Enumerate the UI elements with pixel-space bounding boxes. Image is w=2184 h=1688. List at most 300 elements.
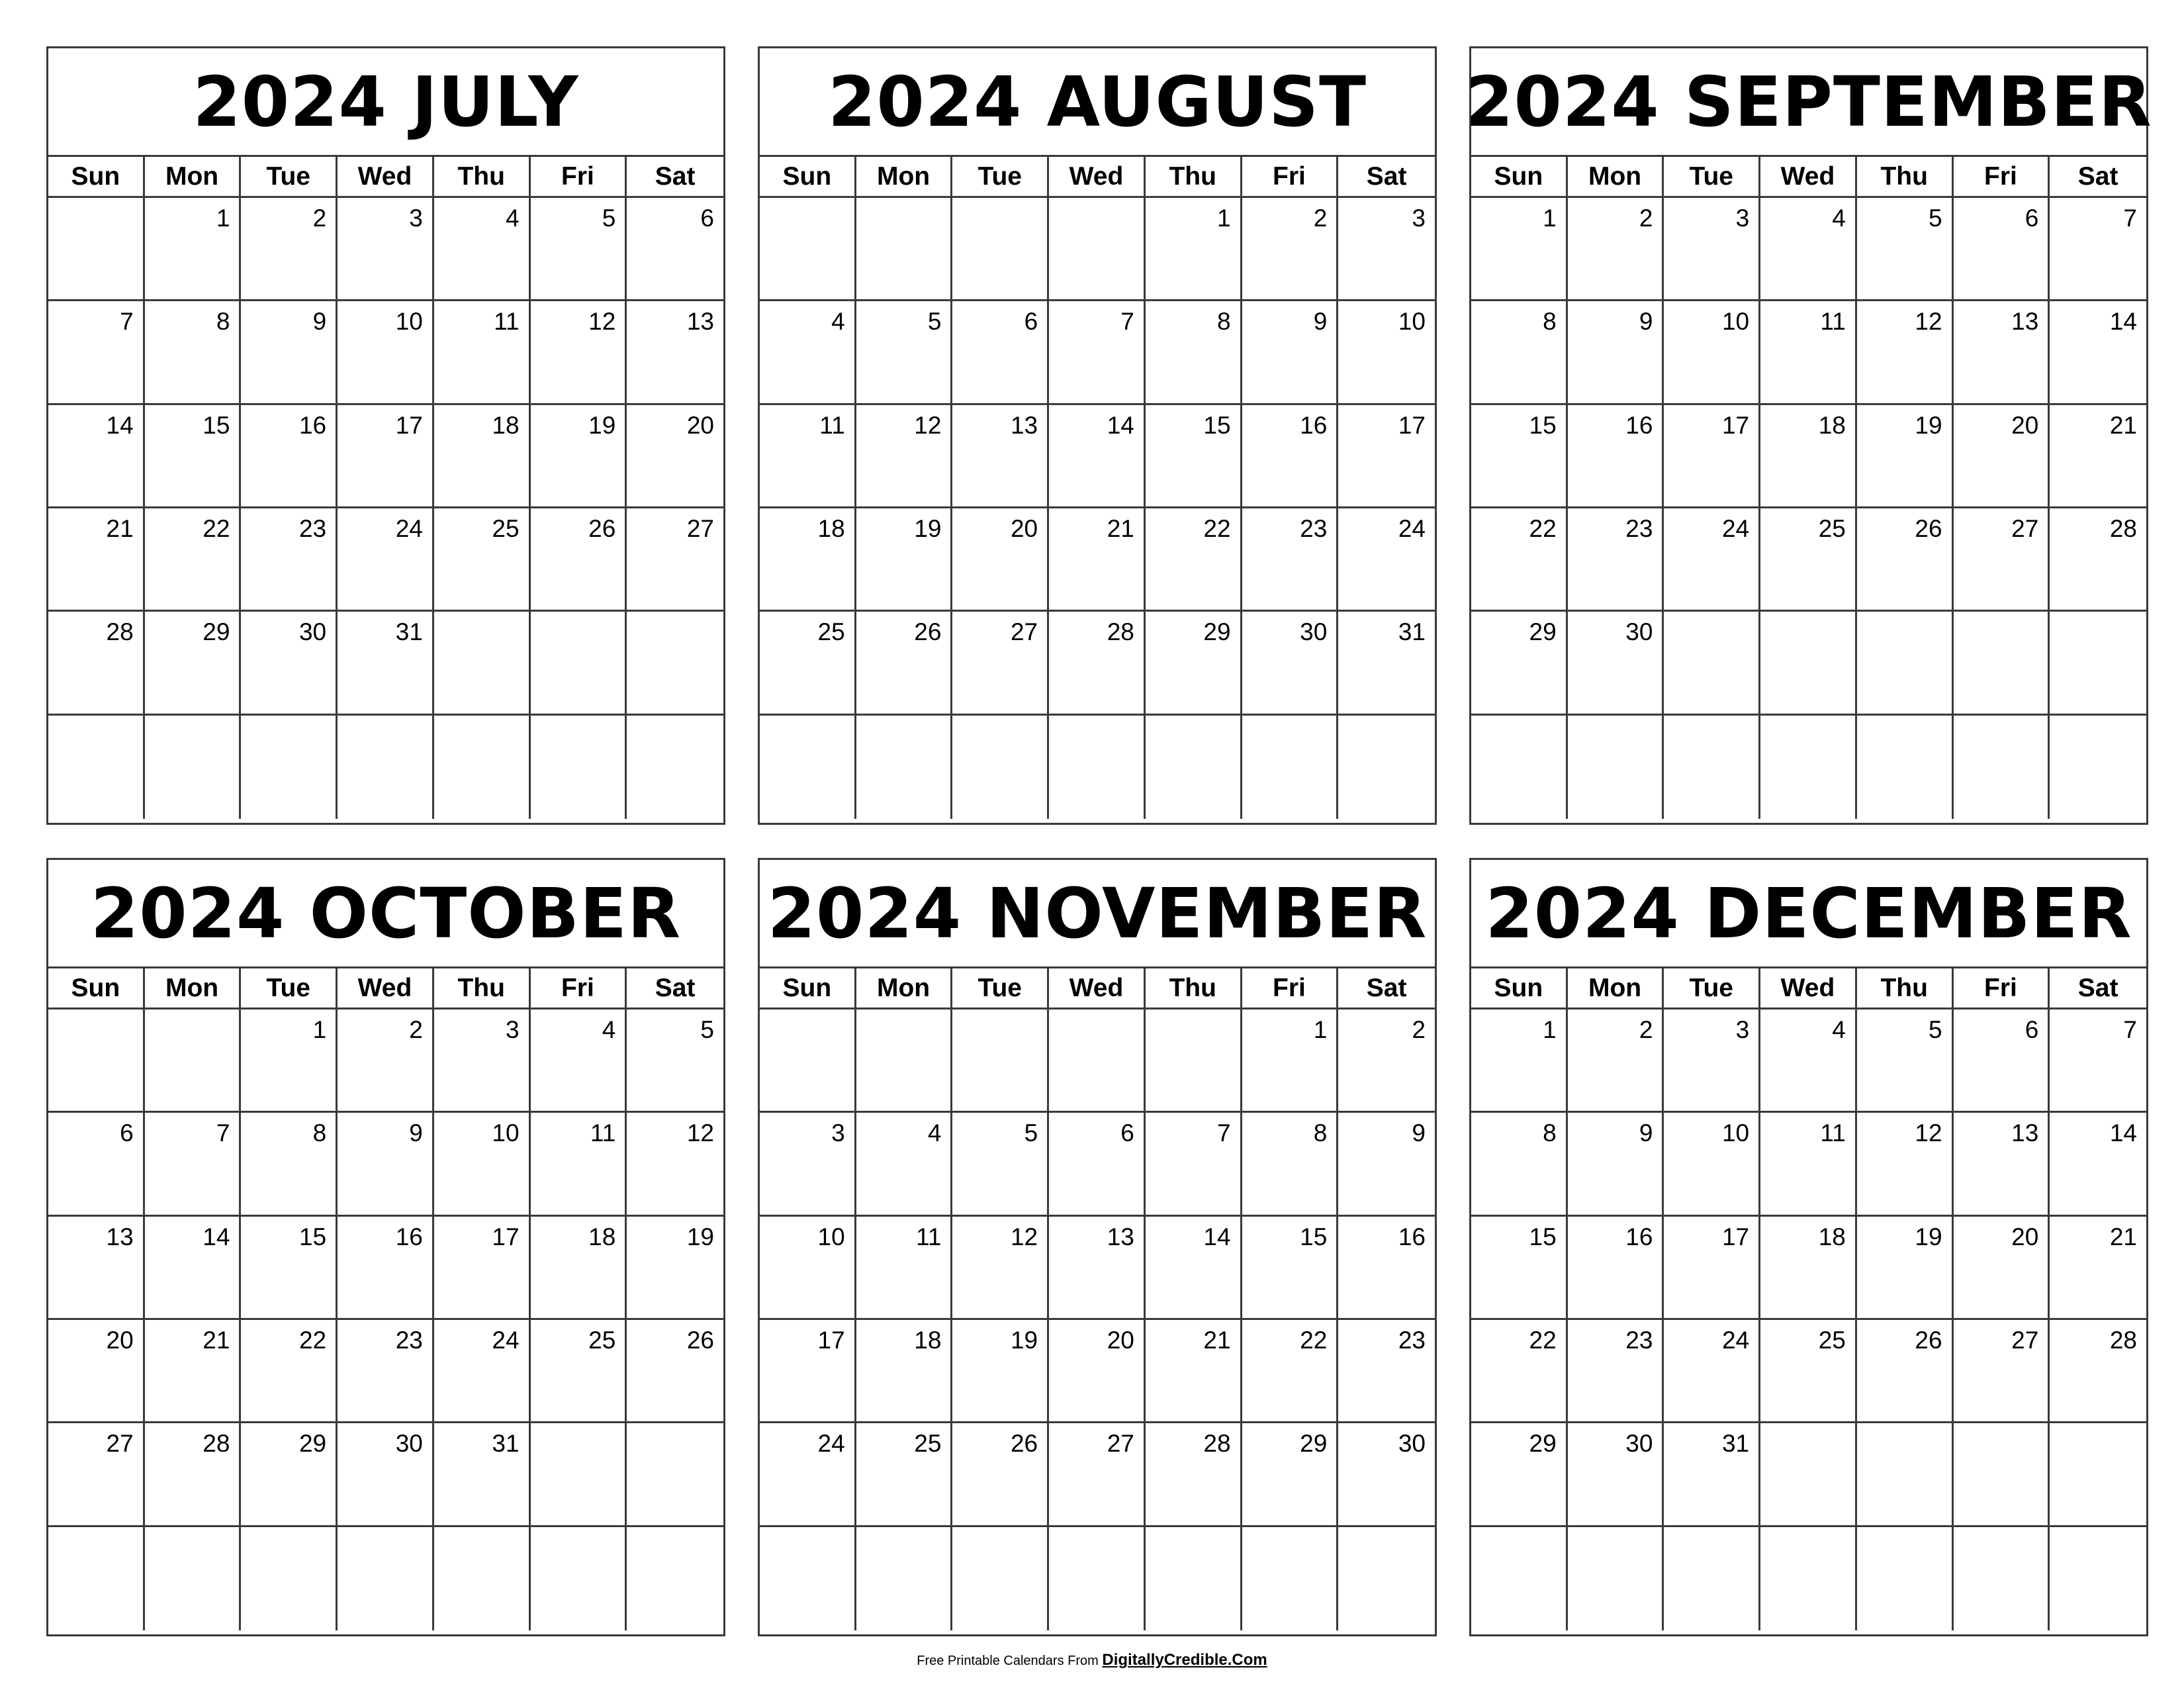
day-number: 13 — [106, 1223, 134, 1250]
day-cell — [760, 508, 856, 612]
day-cell — [434, 198, 531, 301]
day-cell — [434, 405, 531, 508]
day-number: 14 — [106, 411, 134, 439]
day-number: 20 — [686, 411, 714, 439]
day-number: 31 — [492, 1430, 520, 1458]
weekday-header: Fri — [531, 157, 627, 196]
day-cell — [627, 612, 723, 715]
day-cell — [1049, 1009, 1146, 1113]
weekday-header: Tue — [952, 157, 1049, 196]
day-cell — [338, 301, 434, 404]
day-cell — [1568, 1527, 1664, 1630]
day-number: 26 — [686, 1326, 714, 1354]
day-cell — [434, 1009, 531, 1113]
day-cell — [1049, 1527, 1146, 1630]
day-cell — [338, 1113, 434, 1216]
weekday-header-row — [48, 968, 723, 1009]
day-number: 18 — [588, 1223, 616, 1250]
day-number: 25 — [914, 1430, 942, 1458]
day-number: 26 — [1915, 514, 1942, 542]
month-calendar — [758, 46, 1437, 825]
day-cell — [1760, 1009, 1857, 1113]
day-number: 7 — [216, 1119, 230, 1147]
day-number: 31 — [1398, 618, 1426, 646]
day-cell — [48, 198, 145, 301]
day-cell — [48, 1423, 145, 1526]
day-cell — [1338, 1320, 1435, 1423]
day-cell — [1760, 1217, 1857, 1320]
day-cell — [1471, 301, 1568, 404]
weekday-header: Tue — [1664, 157, 1760, 196]
day-number: 4 — [602, 1016, 616, 1043]
footer-site-link[interactable]: DigitallyCredible.Com — [1102, 1651, 1267, 1669]
day-number: 30 — [1625, 618, 1653, 646]
day-cell — [2050, 1113, 2146, 1216]
day-number: 16 — [1625, 411, 1653, 439]
day-cell — [1954, 301, 2050, 404]
day-grid — [1471, 198, 2146, 819]
day-number: 22 — [1203, 514, 1231, 542]
day-cell — [1664, 612, 1760, 715]
day-number: 15 — [1300, 1223, 1328, 1250]
day-number: 2 — [409, 1016, 423, 1043]
day-cell — [338, 612, 434, 715]
weekday-header: Thu — [1146, 968, 1242, 1008]
day-number: 25 — [1818, 1326, 1846, 1354]
day-cell — [856, 1217, 953, 1320]
day-number: 22 — [1529, 514, 1557, 542]
weekday-header: Tue — [241, 968, 338, 1008]
day-number: 7 — [2123, 205, 2137, 232]
day-cell — [1760, 612, 1857, 715]
day-cell — [2050, 405, 2146, 508]
day-cell — [48, 612, 145, 715]
day-cell — [1471, 405, 1568, 508]
weekday-header: Sat — [655, 973, 696, 1002]
month-title: 2024 SEPTEMBER — [1471, 48, 2146, 157]
day-number: 21 — [203, 1326, 230, 1354]
day-number: 2 — [1412, 1016, 1426, 1043]
day-number: 11 — [590, 1119, 616, 1147]
day-number: 9 — [1313, 308, 1328, 336]
day-cell — [1049, 716, 1146, 819]
weekday-header: Mon — [1568, 968, 1664, 1008]
day-cell — [1857, 612, 1954, 715]
day-cell — [856, 612, 953, 715]
weekday-header: Mon — [856, 968, 953, 1008]
day-cell — [952, 1320, 1049, 1423]
day-cell — [48, 1527, 145, 1630]
day-number: 1 — [1313, 1016, 1328, 1043]
day-cell — [145, 1113, 242, 1216]
day-cell — [2050, 612, 2146, 715]
day-cell — [1857, 1217, 1954, 1320]
day-cell — [241, 716, 338, 819]
day-cell — [1568, 612, 1664, 715]
day-number: 3 — [831, 1119, 845, 1147]
day-cell — [338, 198, 434, 301]
day-cell — [145, 1527, 242, 1630]
day-cell — [1242, 1009, 1339, 1113]
day-cell — [145, 198, 242, 301]
day-number: 5 — [1024, 1119, 1038, 1147]
day-cell — [1664, 1217, 1760, 1320]
day-number: 17 — [492, 1223, 520, 1250]
day-number: 19 — [588, 411, 616, 439]
day-cell — [1242, 1527, 1339, 1630]
day-number: 27 — [686, 514, 714, 542]
day-cell — [1664, 301, 1760, 404]
day-cell — [434, 1113, 531, 1216]
day-cell — [856, 716, 953, 819]
day-number: 22 — [1529, 1326, 1557, 1354]
day-number: 8 — [1216, 308, 1231, 336]
day-cell — [952, 405, 1049, 508]
day-cell — [241, 198, 338, 301]
day-cell — [1338, 1113, 1435, 1216]
day-cell — [1471, 1423, 1568, 1526]
day-cell — [1338, 301, 1435, 404]
day-number: 4 — [1832, 205, 1846, 232]
day-cell — [1954, 1423, 2050, 1526]
day-cell — [531, 716, 627, 819]
day-number: 3 — [1412, 205, 1426, 232]
weekday-header: Thu — [434, 157, 531, 196]
day-cell — [952, 508, 1049, 612]
footer-prefix: Free Printable Calendars From — [917, 1654, 1099, 1668]
day-number: 12 — [686, 1119, 714, 1147]
day-cell — [531, 1009, 627, 1113]
day-number: 19 — [686, 1223, 714, 1250]
day-cell — [760, 405, 856, 508]
day-number: 13 — [1010, 411, 1038, 439]
day-cell — [338, 1320, 434, 1423]
day-cell — [1760, 1527, 1857, 1630]
day-number: 23 — [1398, 1326, 1426, 1354]
day-number: 1 — [1216, 205, 1231, 232]
weekday-header: Thu — [1146, 157, 1242, 196]
day-cell — [1146, 198, 1242, 301]
day-cell — [952, 301, 1049, 404]
day-cell — [2050, 1320, 2146, 1423]
day-number: 11 — [819, 411, 845, 439]
weekday-header: Thu — [1857, 968, 1954, 1008]
day-cell — [1664, 1320, 1760, 1423]
day-number: 22 — [203, 514, 230, 542]
day-cell — [434, 1320, 531, 1423]
month-calendar — [1465, 46, 2152, 825]
weekday-header: Sat — [655, 162, 696, 191]
day-cell — [1857, 1527, 1954, 1630]
day-number: 17 — [1721, 411, 1750, 439]
day-cell — [1760, 716, 1857, 819]
day-cell — [1471, 508, 1568, 612]
weekday-header: Sat — [1366, 162, 1407, 191]
day-cell — [1568, 1217, 1664, 1320]
day-number: 23 — [1625, 514, 1653, 542]
day-cell — [434, 1423, 531, 1526]
day-cell — [1568, 1009, 1664, 1113]
day-number: 18 — [1818, 411, 1846, 439]
day-number: 13 — [2011, 1119, 2039, 1147]
day-cell — [1242, 1320, 1339, 1423]
day-cell — [1471, 612, 1568, 715]
day-cell — [760, 1527, 856, 1630]
day-cell — [1471, 1320, 1568, 1423]
day-cell — [760, 1320, 856, 1423]
day-cell — [1568, 198, 1664, 301]
day-cell — [1857, 301, 1954, 404]
day-number: 12 — [1915, 308, 1942, 336]
day-cell — [241, 1113, 338, 1216]
day-cell — [1338, 1527, 1435, 1630]
day-number: 30 — [395, 1430, 423, 1458]
day-cell — [1049, 1320, 1146, 1423]
day-number: 26 — [588, 514, 616, 542]
day-number: 9 — [1412, 1119, 1426, 1147]
day-cell — [145, 716, 242, 819]
day-number: 8 — [1543, 308, 1557, 336]
day-cell — [1146, 1527, 1242, 1630]
day-cell — [1568, 508, 1664, 612]
day-cell — [434, 612, 531, 715]
day-cell — [1338, 508, 1435, 612]
day-cell — [1760, 1423, 1857, 1526]
day-cell — [531, 405, 627, 508]
day-cell — [145, 508, 242, 612]
day-cell — [48, 1320, 145, 1423]
day-cell — [627, 198, 723, 301]
day-cell — [952, 612, 1049, 715]
day-cell — [627, 405, 723, 508]
weekday-header: Sun — [760, 968, 856, 1008]
day-number: 15 — [1529, 411, 1557, 439]
day-number: 14 — [203, 1223, 230, 1250]
day-cell — [1664, 508, 1760, 612]
day-number: 10 — [1721, 308, 1750, 336]
day-number: 5 — [927, 308, 942, 336]
day-number: 31 — [1721, 1430, 1750, 1458]
day-number: 14 — [1203, 1223, 1231, 1250]
day-cell — [1338, 1217, 1435, 1320]
day-number: 27 — [2011, 1326, 2039, 1354]
day-cell — [1471, 1217, 1568, 1320]
day-cell — [531, 1423, 627, 1526]
day-cell — [627, 1423, 723, 1526]
day-cell — [1242, 1113, 1339, 1216]
month-title: 2024 NOVEMBER — [760, 860, 1435, 968]
day-number: 1 — [1543, 1016, 1557, 1043]
weekday-header: Tue — [241, 157, 338, 196]
weekday-header: Tue — [1664, 968, 1760, 1008]
day-cell — [760, 1423, 856, 1526]
day-number: 8 — [216, 308, 230, 336]
month-title: 2024 OCTOBER — [48, 860, 723, 968]
day-number: 26 — [914, 618, 942, 646]
day-number: 9 — [312, 308, 327, 336]
day-cell — [2050, 198, 2146, 301]
day-cell — [1146, 1217, 1242, 1320]
day-number: 11 — [494, 308, 520, 336]
day-cell — [1242, 301, 1339, 404]
day-number: 26 — [1010, 1430, 1038, 1458]
day-number: 11 — [916, 1223, 942, 1250]
day-cell — [760, 198, 856, 301]
day-number: 17 — [395, 411, 423, 439]
day-number: 28 — [203, 1430, 230, 1458]
day-number: 22 — [298, 1326, 327, 1354]
day-cell — [48, 301, 145, 404]
weekday-header-row — [1471, 157, 2146, 198]
day-cell — [338, 1009, 434, 1113]
day-cell — [1049, 301, 1146, 404]
day-number: 11 — [1820, 1119, 1846, 1147]
day-cell — [241, 612, 338, 715]
day-number: 18 — [492, 411, 520, 439]
day-number: 21 — [2109, 1223, 2137, 1250]
weekday-header: Thu — [434, 968, 531, 1008]
day-cell — [1664, 1423, 1760, 1526]
day-number: 1 — [1543, 205, 1557, 232]
day-cell — [241, 1217, 338, 1320]
day-cell — [1242, 716, 1339, 819]
day-number: 27 — [2011, 514, 2039, 542]
day-number: 19 — [1915, 411, 1942, 439]
day-number: 14 — [1107, 411, 1134, 439]
weekday-header: Mon — [1568, 157, 1664, 196]
day-cell — [856, 301, 953, 404]
day-cell — [531, 612, 627, 715]
day-cell — [1760, 1320, 1857, 1423]
weekday-header-row — [1471, 968, 2146, 1009]
day-cell — [1049, 612, 1146, 715]
day-cell — [145, 1009, 242, 1113]
day-cell — [48, 1113, 145, 1216]
day-grid — [48, 1009, 723, 1630]
month-title: 2024 JULY — [48, 48, 723, 157]
day-cell — [434, 301, 531, 404]
day-number: 28 — [106, 618, 134, 646]
day-number: 24 — [1721, 514, 1750, 542]
day-cell — [1760, 508, 1857, 612]
day-cell — [1857, 198, 1954, 301]
day-cell — [531, 1217, 627, 1320]
day-grid — [48, 198, 723, 819]
day-number: 18 — [817, 514, 845, 542]
day-cell — [531, 508, 627, 612]
day-cell — [1049, 1217, 1146, 1320]
day-cell — [434, 1527, 531, 1630]
day-number: 30 — [1625, 1430, 1653, 1458]
day-cell — [760, 612, 856, 715]
day-cell — [1760, 198, 1857, 301]
day-cell — [1664, 1009, 1760, 1113]
day-number: 15 — [203, 411, 230, 439]
day-cell — [952, 1423, 1049, 1526]
day-number: 16 — [1398, 1223, 1426, 1250]
day-cell — [952, 1527, 1049, 1630]
day-number: 14 — [2109, 308, 2137, 336]
day-number: 9 — [1639, 1119, 1653, 1147]
day-number: 5 — [602, 205, 616, 232]
day-grid — [760, 198, 1435, 819]
day-cell — [1760, 301, 1857, 404]
day-number: 25 — [1818, 514, 1846, 542]
day-number: 10 — [817, 1223, 845, 1250]
day-number: 27 — [1010, 618, 1038, 646]
day-number: 1 — [312, 1016, 327, 1043]
weekday-header-row — [760, 968, 1435, 1009]
day-cell — [1664, 1113, 1760, 1216]
weekday-header: Sat — [2077, 973, 2118, 1002]
day-number: 29 — [203, 618, 230, 646]
day-cell — [627, 508, 723, 612]
day-cell — [1471, 198, 1568, 301]
day-number: 2 — [1639, 1016, 1653, 1043]
day-cell — [627, 1113, 723, 1216]
weekday-header: Wed — [338, 968, 434, 1008]
weekday-header: Sat — [2077, 162, 2118, 191]
day-cell — [1049, 198, 1146, 301]
day-cell — [241, 1423, 338, 1526]
day-cell — [531, 301, 627, 404]
day-cell — [856, 198, 953, 301]
day-cell — [1338, 716, 1435, 819]
day-cell — [241, 301, 338, 404]
day-cell — [1954, 1113, 2050, 1216]
day-number: 25 — [492, 514, 520, 542]
day-number: 12 — [1915, 1119, 1942, 1147]
weekday-header: Fri — [1242, 157, 1339, 196]
day-number: 24 — [1721, 1326, 1750, 1354]
day-cell — [1664, 1527, 1760, 1630]
day-number: 4 — [1832, 1016, 1846, 1043]
day-cell — [627, 1217, 723, 1320]
day-cell — [1760, 405, 1857, 508]
day-cell — [760, 1217, 856, 1320]
day-number: 28 — [2109, 514, 2137, 542]
day-cell — [338, 716, 434, 819]
day-cell — [241, 1009, 338, 1113]
month-calendar — [46, 858, 725, 1636]
day-number: 28 — [1107, 618, 1134, 646]
day-cell — [856, 1423, 953, 1526]
day-grid — [760, 1009, 1435, 1630]
weekday-header: Fri — [1954, 157, 2050, 196]
day-number: 4 — [927, 1119, 942, 1147]
day-cell — [531, 1113, 627, 1216]
day-cell — [1857, 1320, 1954, 1423]
weekday-header: Mon — [145, 968, 242, 1008]
day-cell — [2050, 301, 2146, 404]
day-number: 9 — [1639, 308, 1653, 336]
day-cell — [1954, 1217, 2050, 1320]
day-number: 30 — [1398, 1430, 1426, 1458]
day-number: 23 — [298, 514, 327, 542]
day-cell — [1568, 1320, 1664, 1423]
day-number: 7 — [2123, 1016, 2137, 1043]
day-number: 2 — [312, 205, 327, 232]
day-cell — [1857, 1423, 1954, 1526]
day-number: 19 — [1010, 1326, 1038, 1354]
day-number: 10 — [395, 308, 423, 336]
day-number: 6 — [120, 1119, 134, 1147]
day-number: 24 — [817, 1430, 845, 1458]
day-number: 12 — [588, 308, 616, 336]
day-cell — [241, 508, 338, 612]
day-cell — [1568, 405, 1664, 508]
day-cell — [241, 405, 338, 508]
